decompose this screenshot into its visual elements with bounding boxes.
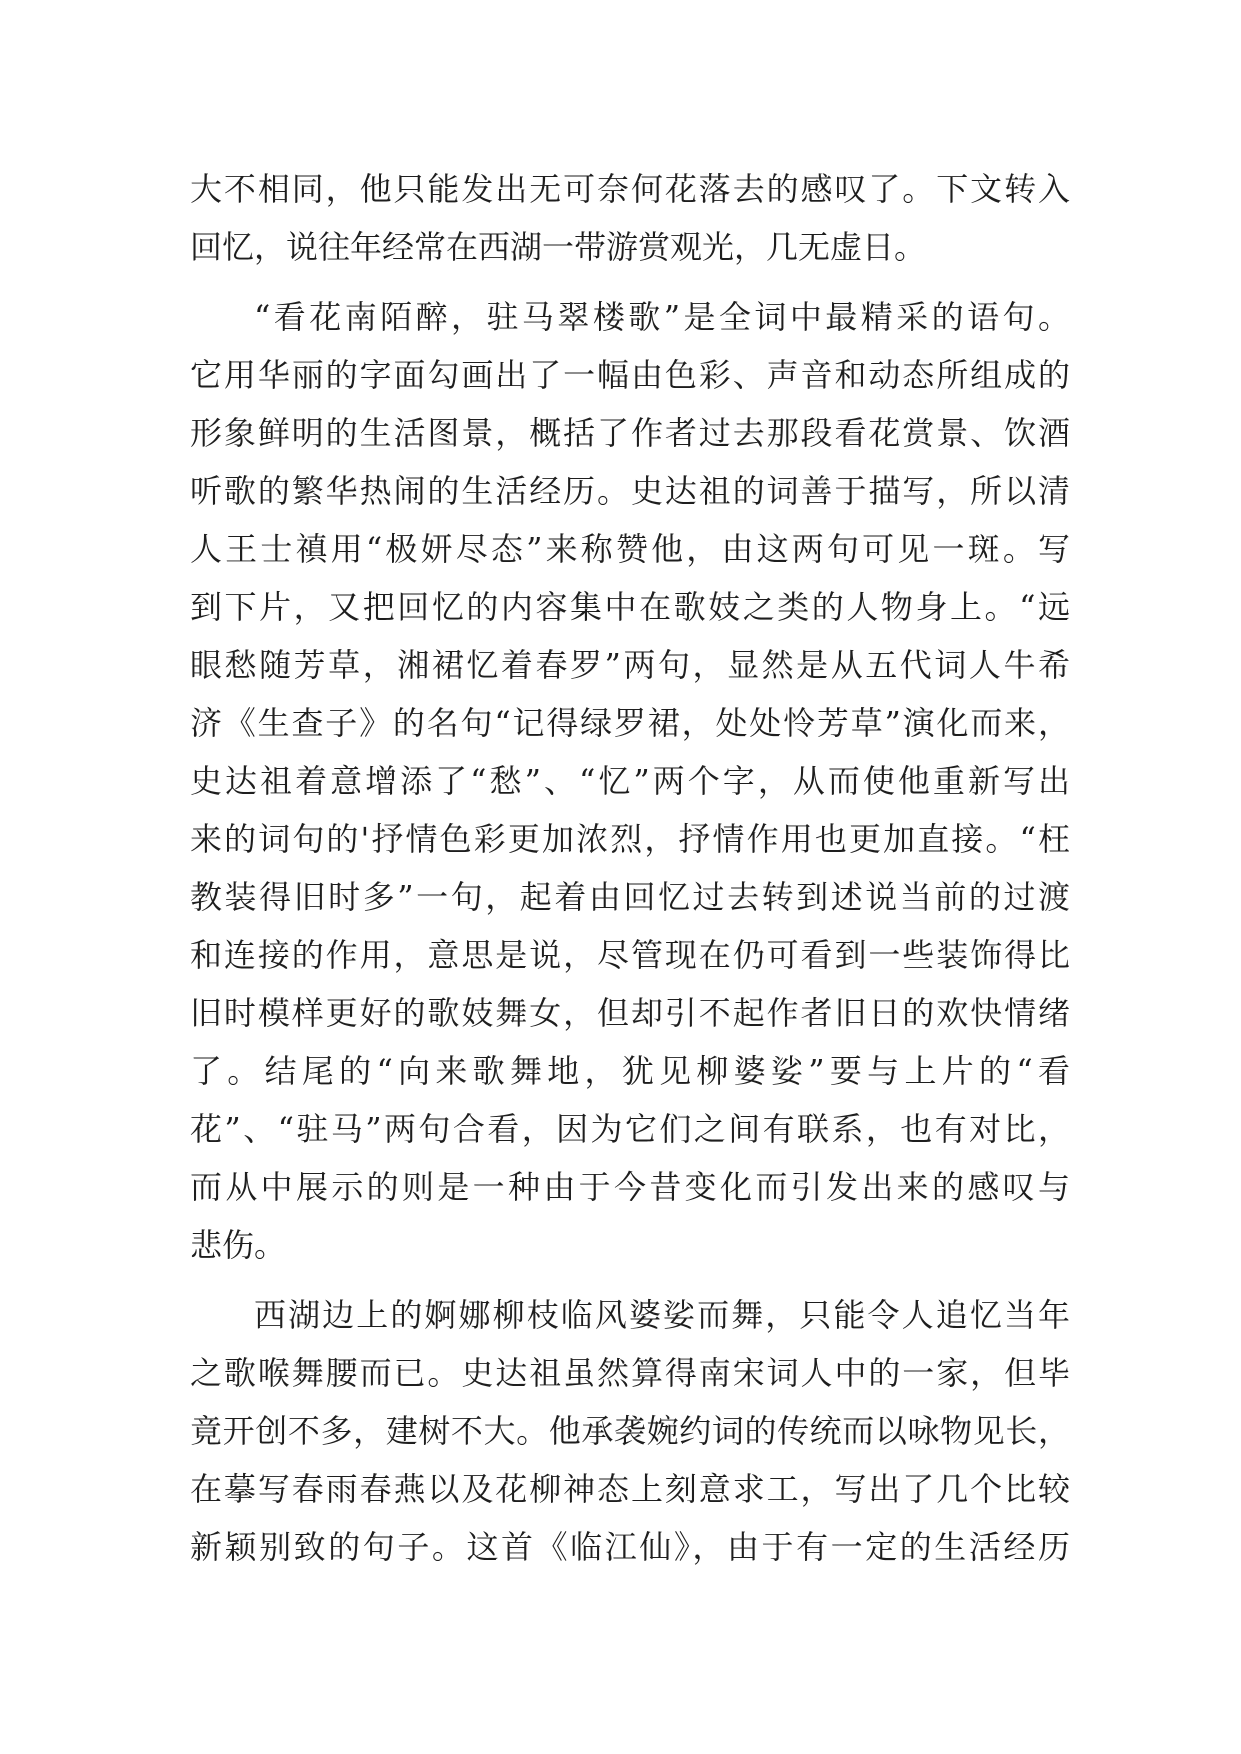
paragraph-1 bbox=[190, 160, 1070, 276]
text-line: 人王士禛用“极妍尽态”来称赞他，由这两句可见一斑。写 bbox=[190, 530, 1070, 568]
text-line: 旧时模样更好的歌妓舞女，但却引不起作者旧日的欢快情绪 bbox=[190, 994, 1070, 1032]
text-line: 新颖别致的句子。这首《临江仙》，由于有一定的生活经历 bbox=[190, 1528, 1070, 1566]
paragraph-3 bbox=[190, 1286, 1070, 1576]
text-line: 之歌喉舞腰而已。史达祖虽然算得南宋词人中的一家，但毕 bbox=[190, 1354, 1070, 1392]
text-line: 回忆，说往年经常在西湖一带游赏观光，几无虚日。 bbox=[190, 228, 927, 266]
text-line: 形象鲜明的生活图景，概括了作者过去那段看花赏景、饮酒 bbox=[190, 414, 1070, 452]
text-line: 它用华丽的字面勾画出了一幅由色彩、声音和动态所组成的 bbox=[190, 356, 1070, 394]
document-page bbox=[190, 160, 1070, 1576]
text-line: 竟开创不多，建树不大。他承袭婉约词的传统而以咏物见长， bbox=[190, 1412, 1070, 1450]
text-line: 眼愁随芳草，湘裙忆着春罗”两句，显然是从五代词人牛希 bbox=[190, 646, 1070, 684]
text-line: 教装得旧时多”一句，起着由回忆过去转到述说当前的过渡 bbox=[190, 878, 1070, 916]
text-line: 了。结尾的“向来歌舞地，犹见柳婆娑”要与上片的“看 bbox=[190, 1052, 1070, 1090]
text-line: 史达祖着意增添了“愁”、“忆”两个字，从而使他重新写出 bbox=[190, 762, 1070, 800]
text-line: 西湖边上的婀娜柳枝临风婆娑而舞，只能令人追忆当年 bbox=[254, 1296, 1070, 1334]
text-line: “看花南陌醉，驻马翠楼歌”是全词中最精采的语句。 bbox=[254, 298, 1070, 336]
text-line: 和连接的作用，意思是说，尽管现在仍可看到一些装饰得比 bbox=[190, 936, 1070, 974]
text-line: 济《生查子》的名句“记得绿罗裙，处处怜芳草”演化而来， bbox=[190, 704, 1070, 742]
text-line: 大不相同，他只能发出无可奈何花落去的感叹了。下文转入 bbox=[190, 170, 1070, 208]
paragraph-2 bbox=[190, 288, 1070, 1274]
text-line: 悲伤。 bbox=[190, 1226, 287, 1264]
text-line: 而从中展示的则是一种由于今昔变化而引发出来的感叹与 bbox=[190, 1168, 1070, 1206]
text-line: 在摹写春雨春燕以及花柳神态上刻意求工，写出了几个比较 bbox=[190, 1470, 1070, 1508]
text-line: 花”、“驻马”两句合看，因为它们之间有联系，也有对比， bbox=[190, 1110, 1070, 1148]
text-line: 到下片，又把回忆的内容集中在歌妓之类的人物身上。“远 bbox=[190, 588, 1070, 626]
text-line: 听歌的繁华热闹的生活经历。史达祖的词善于描写，所以清 bbox=[190, 472, 1070, 510]
text-line: 来的词句的'抒情色彩更加浓烈，抒情作用也更加直接。“枉 bbox=[190, 820, 1070, 858]
